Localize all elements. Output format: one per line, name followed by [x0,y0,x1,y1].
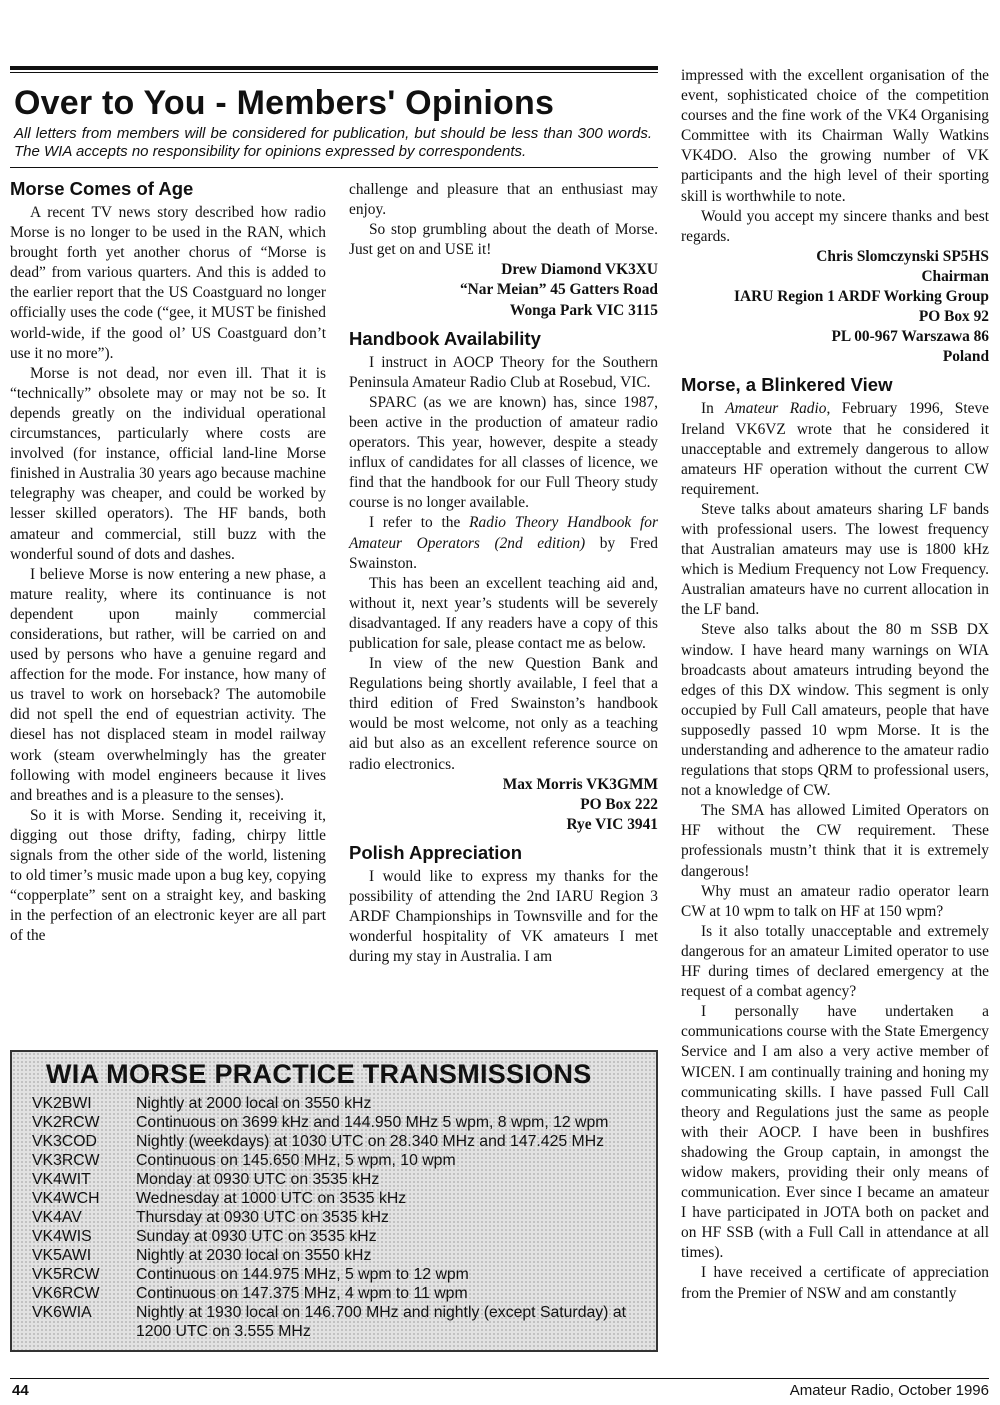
list-item [32,1189,656,1208]
text-run: I refer to the [369,514,461,532]
schedule: Continuous on 144.975 MHz, 5 wpm to 12 wpm [136,1266,469,1283]
callsign: VK2RCW [32,1114,100,1131]
paragraph: This has been an excellent teaching aid and, without it, next year’s students will be severely disadvantaged. If any readers have a copy of this publication for sale, please contact me as below. [349,574,658,652]
schedule: Thursday at 0930 UTC on 3535 kHz [136,1209,389,1226]
schedule: Wednesday at 1000 UTC on 3535 kHz [136,1190,407,1207]
schedule: Continuous on 147.375 MHz, 4 wpm to 11 wpm [136,1285,468,1302]
list-item [32,1265,656,1284]
column-1 [10,178,326,946]
signature-line: IARU Region 1 ARDF Working Group [734,288,989,306]
header-rule-thick [10,66,658,70]
signature-line: Chris Slomczynski SP5HS [816,247,989,265]
paragraph: Steve also talks about the 80 m SSB DX window. I have heard many warnings on WIA broadcasts about amateurs intruding beyond the edges of this DX window. This segment is only occupied by Full Call amateurs, people that have supposedly passed 10 wpm Morse. It is the understanding and adherence to the amateur radio regulations that stops QRM to professional users, not a knowledge of CW. [681,621,989,800]
callsign: VK6WIA [32,1304,92,1321]
signature-line: PO Box 222 [580,795,658,813]
signature-line: Drew Diamond VK3XU [501,261,658,279]
list-item [32,1170,656,1189]
list-item [32,1132,656,1151]
magazine-title: Amateur Radio [725,400,827,418]
callsign: VK3COD [32,1133,97,1150]
paragraph: So stop grumbling about the death of Morse. Just get on and USE it! [349,221,658,259]
signature-line: Chairman [921,267,989,285]
signature-line: “Nar Meian” 45 Gatters Road [459,281,658,299]
text-run: , February 1996, Steve Ireland VK6VZ wrote that he considered it unacceptable and extremely dangerous to allow amateurs HF operation without the current CW requirement. [681,400,989,498]
list-item [32,1227,656,1246]
signature-line: Wonga Park VIC 3115 [509,301,658,319]
schedule: Continuous on 145.650 MHz, 5 wpm, 10 wpm [136,1152,456,1169]
paragraph: Morse is not dead, nor even ill. That it is “technically” obsolete may or may not be so. It depends greatly on the individual operational circumstances, particularly where costs are involved (for instance, official land-line Morse finished in Australia 30 years ago because machine telegraphy was cheaper, and could be worked by lesser skilled operators). The HF bands, both amateur and commercial, still buzz with the wonderful sound of dots and dashes. [10,364,326,563]
schedule: Monday at 0930 UTC on 3535 kHz [136,1171,380,1188]
paragraph: The SMA has allowed Limited Operators on HF without the CW requirement. These professionals mustn’t think that it is extremely dangerous! [681,802,989,880]
callsign: VK5AWI [32,1247,92,1264]
header-rule-bottom [10,167,658,168]
paragraph: A recent TV news story described how radio Morse is no longer to be used in the RAN, which brought forth yet another chorus of “Morse is dead” from various quarters. And this is added to the earlier report that the US Coastguard no longer officially uses the code (“gee, it MUST be finished world-wide, if the good ol’ US Coastguard don’t use it no more”). [10,204,326,362]
callsign: VK6RCW [32,1285,100,1302]
list-item [32,1284,656,1303]
paragraph: I have received a certificate of appreciation from the Premier of NSW and am constantly [681,1264,989,1302]
signature-line: PL 00-967 Warszawa 86 [831,328,989,346]
page-number: 44 [12,1382,29,1399]
column-2 [349,180,658,967]
schedule: Nightly at 2030 local on 3550 kHz [136,1247,372,1264]
morse-practice-box [10,1050,658,1352]
paragraph: I personally have undertaken a communications course with the State Emergency Service and I am also a very active member of WICEN. I am continually training and honing my communicating skills. I have passed Full Call theory and Regulations just the same as people with their AOCP. I have been in bushfires shadowing the Group captain, in amongst the widow makers, providing their only means of communication. Ever since I became an amateur I have participated in JOTA both on packet and on HF SSB (with a Full Call in attendance at all times). [681,1003,989,1262]
paragraph: So it is with Morse. Sending it, receiving it, digging out those drifty, fading, chirpy little signals from the other side of the world, listening to old timer’s music made upon a bug key, copying “copperplate” sent on a straight key, and basking in the perfection of an electronic keyer are all part of the [10,806,326,945]
paragraph: I believe Morse is now entering a new phase, a mature reality, where its continuance is not dependent upon mainly commercial considerations, but rather, will be carried on and used by persons who have a genuine regard and affection for the mode. For instance, how many of us travel to work on horseback? The automobile did not spell the end of equestrian activity. The diesel has not displaced steam in model railway work (steam overwhelmingly has the greater following with model engineers because it lives and breathes and is a pleasure to the senses). [10,565,326,804]
publication-info: Amateur Radio, October 1996 [789,1382,989,1399]
paragraph: SPARC (as we are known) has, since 1987, been active in the production of amateur radio operators. This year, however, despite a steady influx of candidates for all classes of licence, we find that the handbook for our Full Theory study course is no longer available. [349,393,658,512]
text-run: In [701,400,714,418]
list-item [32,1208,656,1227]
paragraph [681,399,989,499]
list-item [32,1151,656,1170]
letter-heading-polish-appreciation: Polish Appreciation [349,841,523,863]
letter-heading-morse-blinkered-view: Morse, a Blinkered View [681,374,893,396]
callsign: VK3RCW [32,1152,100,1169]
schedule: Nightly (weekdays) at 1030 UTC on 28.340 MHz and 147.425 MHz [136,1133,604,1150]
paragraph: Would you accept my sincere thanks and best regards. [681,207,989,245]
list-item [32,1303,656,1341]
schedule: Sunday at 0930 UTC on 3535 kHz [136,1228,377,1245]
header-rule-thin [10,72,658,73]
callsign: VK4WCH [32,1190,100,1207]
signature-line: Poland [942,348,989,366]
paragraph: In view of the new Question Bank and Regulations being shortly available, I feel that a third edition of Fred Swainston’s handbook would be most welcome, not only as a teaching aid but also as an excellent reference source on radio electronics. [349,655,658,773]
paragraph: I would like to express my thanks for the possibility of attending the 2nd IARU Region 3 ARDF Championships in Townsville and for the wonderful hospitality of VK amateurs I met during my stay in Australia. I am [349,867,658,966]
callsign: VK5RCW [32,1266,100,1283]
signature-line: Max Morris VK3GMM [502,775,658,793]
paragraph: I instruct in AOCP Theory for the Southern Peninsula Amateur Radio Club at Rosebud, VIC. [349,353,658,391]
intro-text: All letters from members will be considered for publication, but should be less than 300 words. The WIA accepts no responsibility for opinions expressed by correspondents. [14,125,652,160]
paragraph: Is it also totally unacceptable and extremely dangerous for an amateur Limited operator to use HF during times of declared emergency at the request of a combat agency? [681,922,989,1001]
paragraph: Steve talks about amateurs sharing LF bands with professional users. The lowest frequency that Australian amateurs may use is 1800 kHz which is Medium Frequency not Low Frequency. Australian amateurs have no current allocation in the LF band. [681,500,989,619]
paragraph [349,513,658,573]
morse-practice-title: WIA MORSE PRACTICE TRANSMISSIONS [46,1059,592,1089]
list-item [32,1094,656,1113]
callsign: VK2BWI [32,1095,92,1112]
page-title: Over to You - Members' Opinions [14,84,555,122]
schedule: Nightly at 1930 local on 146.700 MHz and nightly (except Saturday) at 1200 UTC on 3.555 MHz [136,1304,626,1340]
letter-heading-morse-comes-of-age: Morse Comes of Age [10,178,194,199]
callsign: VK4AV [32,1209,82,1226]
schedule: Nightly at 2000 local on 3550 kHz [136,1095,372,1112]
text-run: by Fred Swainston. [349,534,659,572]
article-header [10,66,658,168]
footer-rule [10,1378,989,1379]
schedule: Continuous on 3699 kHz and 144.950 MHz 5 wpm, 8 wpm, 12 wpm [136,1114,609,1131]
callsign: VK4WIT [32,1171,91,1188]
signature-line: Rye VIC 3941 [566,815,658,833]
morse-practice-list [32,1094,656,1341]
book-title: Radio Theory Handbook for Amateur Operators (2nd edition) [349,514,658,552]
signature-line: PO Box 92 [918,308,989,326]
column-3 [681,66,989,1304]
paragraph: Why must an amateur radio operator learn CW at 10 wpm to talk on HF at 150 wpm? [681,882,989,920]
paragraph: challenge and pleasure that an enthusiast may enjoy. [349,181,658,219]
callsign: VK4WIS [32,1228,92,1245]
list-item [32,1113,656,1132]
list-item [32,1246,656,1265]
letter-heading-handbook-availability: Handbook Availability [349,327,541,349]
paragraph: impressed with the excellent organisation of the event, sophisticated choice of the competition courses and the fine work of the VK4 Organising Committee with its Chairman Wally Watkins VK4DO. Also the growing number of VK participants and the high level of their sporting skill is worthwhile to note. [681,67,989,205]
